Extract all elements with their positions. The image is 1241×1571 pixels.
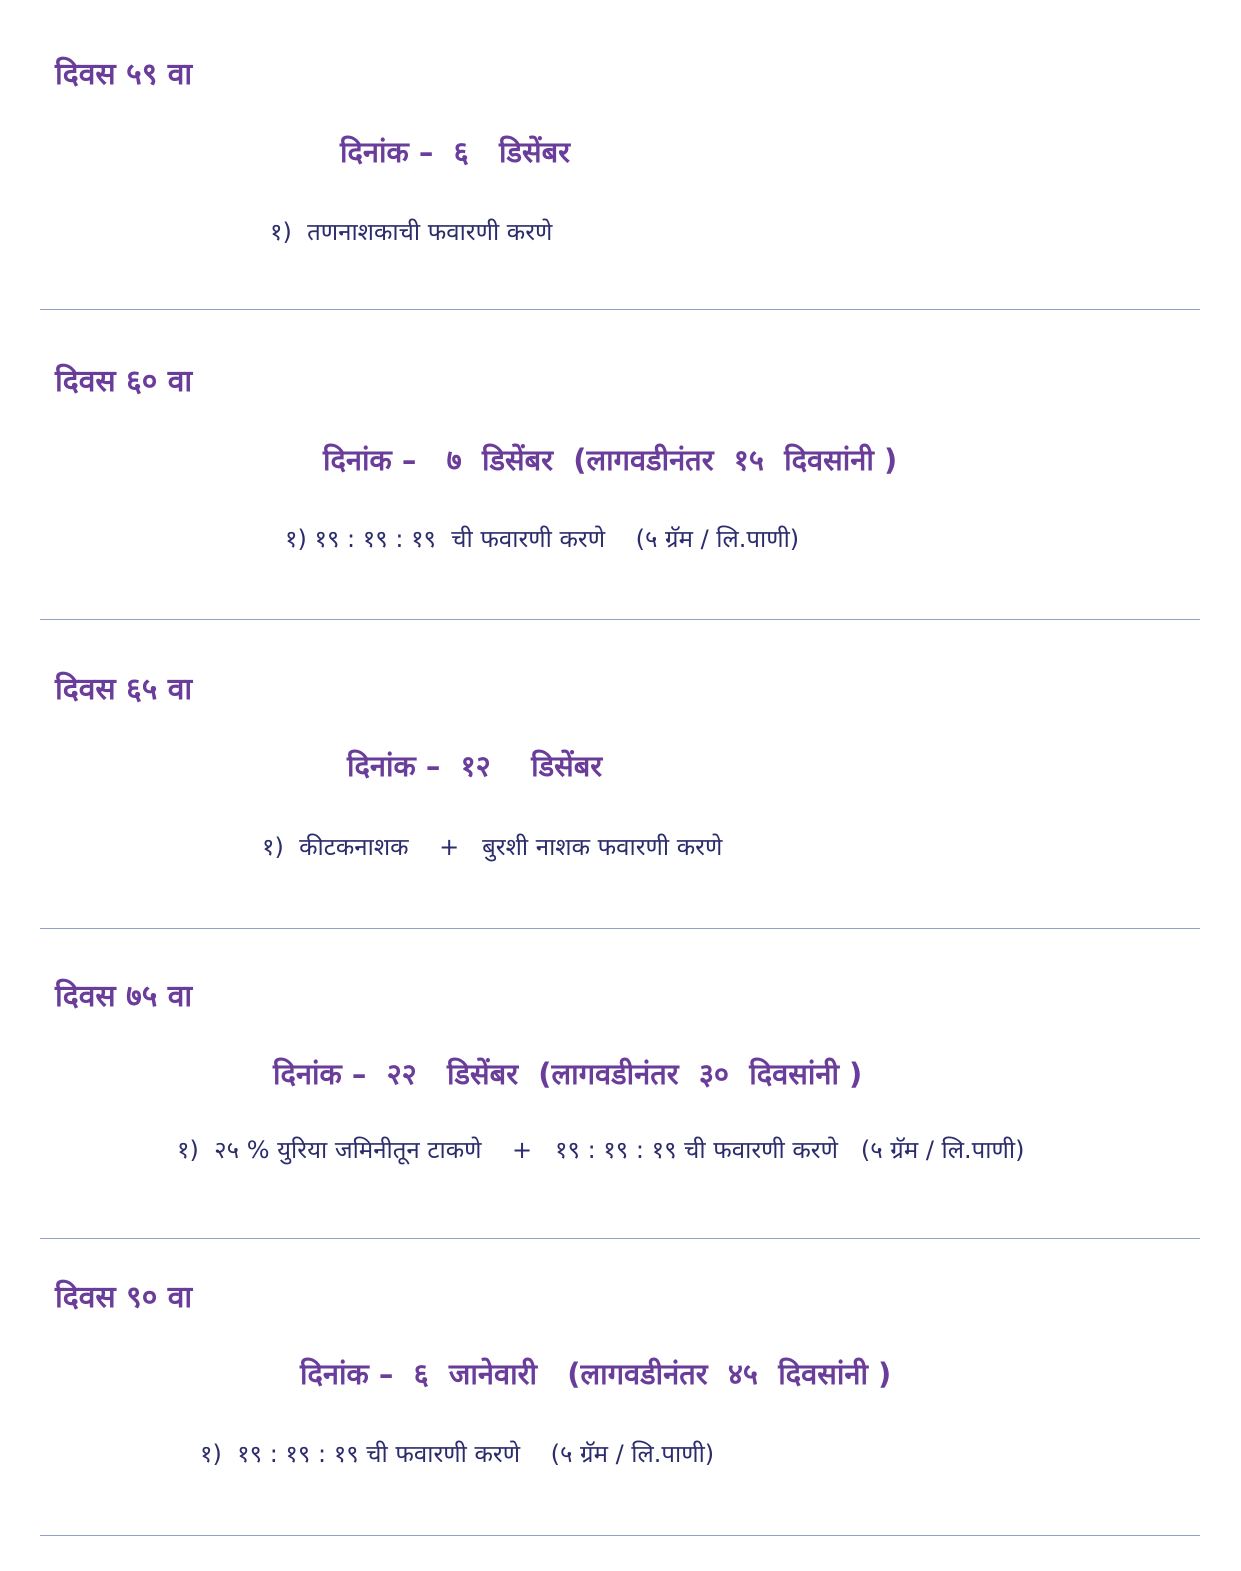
day-heading: दिवस ५९ वा (55, 57, 193, 92)
date-heading: दिनांक – ६ डिसेंबर (340, 135, 570, 169)
section-divider (40, 1238, 1200, 1239)
task-item: १) १९ : १९ : १९ ची फवारणी करणे (५ ग्रॅम / लि.पाणी) (200, 1440, 715, 1468)
date-heading: दिनांक – १२ डिसेंबर (347, 749, 603, 783)
task-item: १) २५ % युरिया जमिनीतून टाकणे + १९ : १९ : १९ ची फवारणी करणे (५ ग्रॅम / लि.पाणी) (177, 1136, 1025, 1164)
date-heading: दिनांक – ६ जानेवारी (लागवडीनंतर ४५ दिवसांनी ) (300, 1357, 892, 1391)
day-heading: दिवस ७५ वा (55, 979, 193, 1014)
day-heading: दिवस ६० वा (55, 364, 193, 399)
date-heading: दिनांक – ७ डिसेंबर (लागवडीनंतर १५ दिवसांनी ) (323, 443, 898, 477)
date-heading: दिनांक – २२ डिसेंबर (लागवडीनंतर ३० दिवसांनी ) (273, 1057, 863, 1091)
task-item: १) १९ : १९ : १९ ची फवारणी करणे (५ ग्रॅम / लि.पाणी) (285, 525, 800, 553)
task-item: १) कीटकनाशक + बुरशी नाशक फवारणी करणे (262, 833, 723, 861)
day-heading: दिवस ९० वा (55, 1280, 193, 1315)
section-divider (40, 309, 1200, 310)
task-item: १) तणनाशकाची फवारणी करणे (270, 218, 553, 246)
day-heading: दिवस ६५ वा (55, 672, 193, 707)
section-divider (40, 619, 1200, 620)
section-divider (40, 1535, 1200, 1536)
section-divider (40, 928, 1200, 929)
